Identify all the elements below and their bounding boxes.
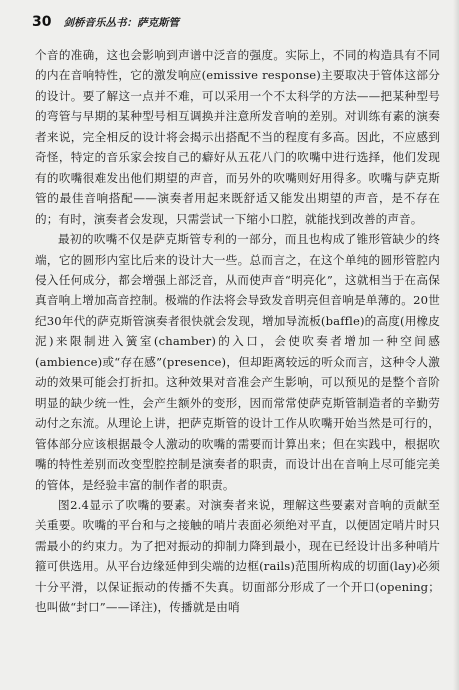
body-text xyxy=(35,45,440,618)
running-title: 剑桥音乐丛书：萨克斯管 xyxy=(63,17,179,29)
paragraph-3: 图2.4显示了吹嘴的要素。对演奏者来说，理解这些要素对音响的贡献至关重要。吹嘴的平台和与之接触的哨片表面必须绝对平直，以便固定哨片时只需最小的约束力。为了把对振动的抑制力降到最小，现在已经设计出多种哨片箍可供选用。从平台边缘延伸到尖端的边框(rails)范围所构成的切面(lay)必须十分平滑，以保证振动的传播不失真。切面部分形成了一个开口(opening；也叫做“封口”——译注)，传播就是由哨 xyxy=(35,497,440,615)
page-number: 30 xyxy=(32,14,52,30)
paragraph-1: 个音的准确，这也会影响到声谱中泛音的强度。实际上，不同的构造具有不同的内在音响特性，它的激发响应(emissive response)主要取决于管体这部分的设计。要了解这一点并不难，可以采用一个不太科学的方法——把某种型号的弯管与早期的某种型号相互调换并注意所发音响的差别。对训练有素的演奏者来说，完全相反的设计将会揭示出搭配不当的程度有多高。因此，不应感到奇怪，特定的音乐家会按自己的癖好从五花八门的吹嘴中进行选择，他们发现有的吹嘴很难发出他们期望的声音，而另外的吹嘴则好用得多。吹嘴与萨克斯管的最佳音响搭配——演奏者用起来既舒适又能发出期望的声音，是不存在的；有时，演奏者会发现，只需尝试一下缩小口腔，就能找到改善的声音。 xyxy=(35,48,440,226)
page-edge-shadow xyxy=(453,0,459,690)
paragraph-2: 最初的吹嘴不仅是萨克斯管专利的一部分，而且也构成了锥形管缺少的终端，它的圆形内室比后来的设计大一些。总而言之，在这个单纯的圆形管腔内侵入任何成分，都会增强上部泛音，从而使声音“明亮化”，这就相当于在高保真音响上增加高音控制。极端的作法将会导致发音明亮但音响是单薄的。20世纪30年代的萨克斯管演奏者很快就会发现，增加导流板(baffle)的高度(用橡皮泥)来限制进入簧室(chamber)的入口，会使吹奏者增加一种空间感(ambience)或“存在感”(presence)，但却距离较远的听众而言，这种令人激动的效果可能会打折扣。这种效果对音准会产生影响，可以预见的是整个音阶明显的缺少统一性，会产生额外的变形，因而常常使萨克斯管制造者的辛勤劳动付之东流。从理论上讲，把萨克斯管的设计工作从吹嘴开始当然是可行的，管体部分应该根据最令人激动的吹嘴的需要而计算出来；但在实践中，根据吹嘴的特性差别而改变型腔控制是演奏者的职责，而设计出在音响上尽可能完美的管体，是经验丰富的制作者的职责。 xyxy=(35,232,440,492)
page-header xyxy=(32,14,439,34)
